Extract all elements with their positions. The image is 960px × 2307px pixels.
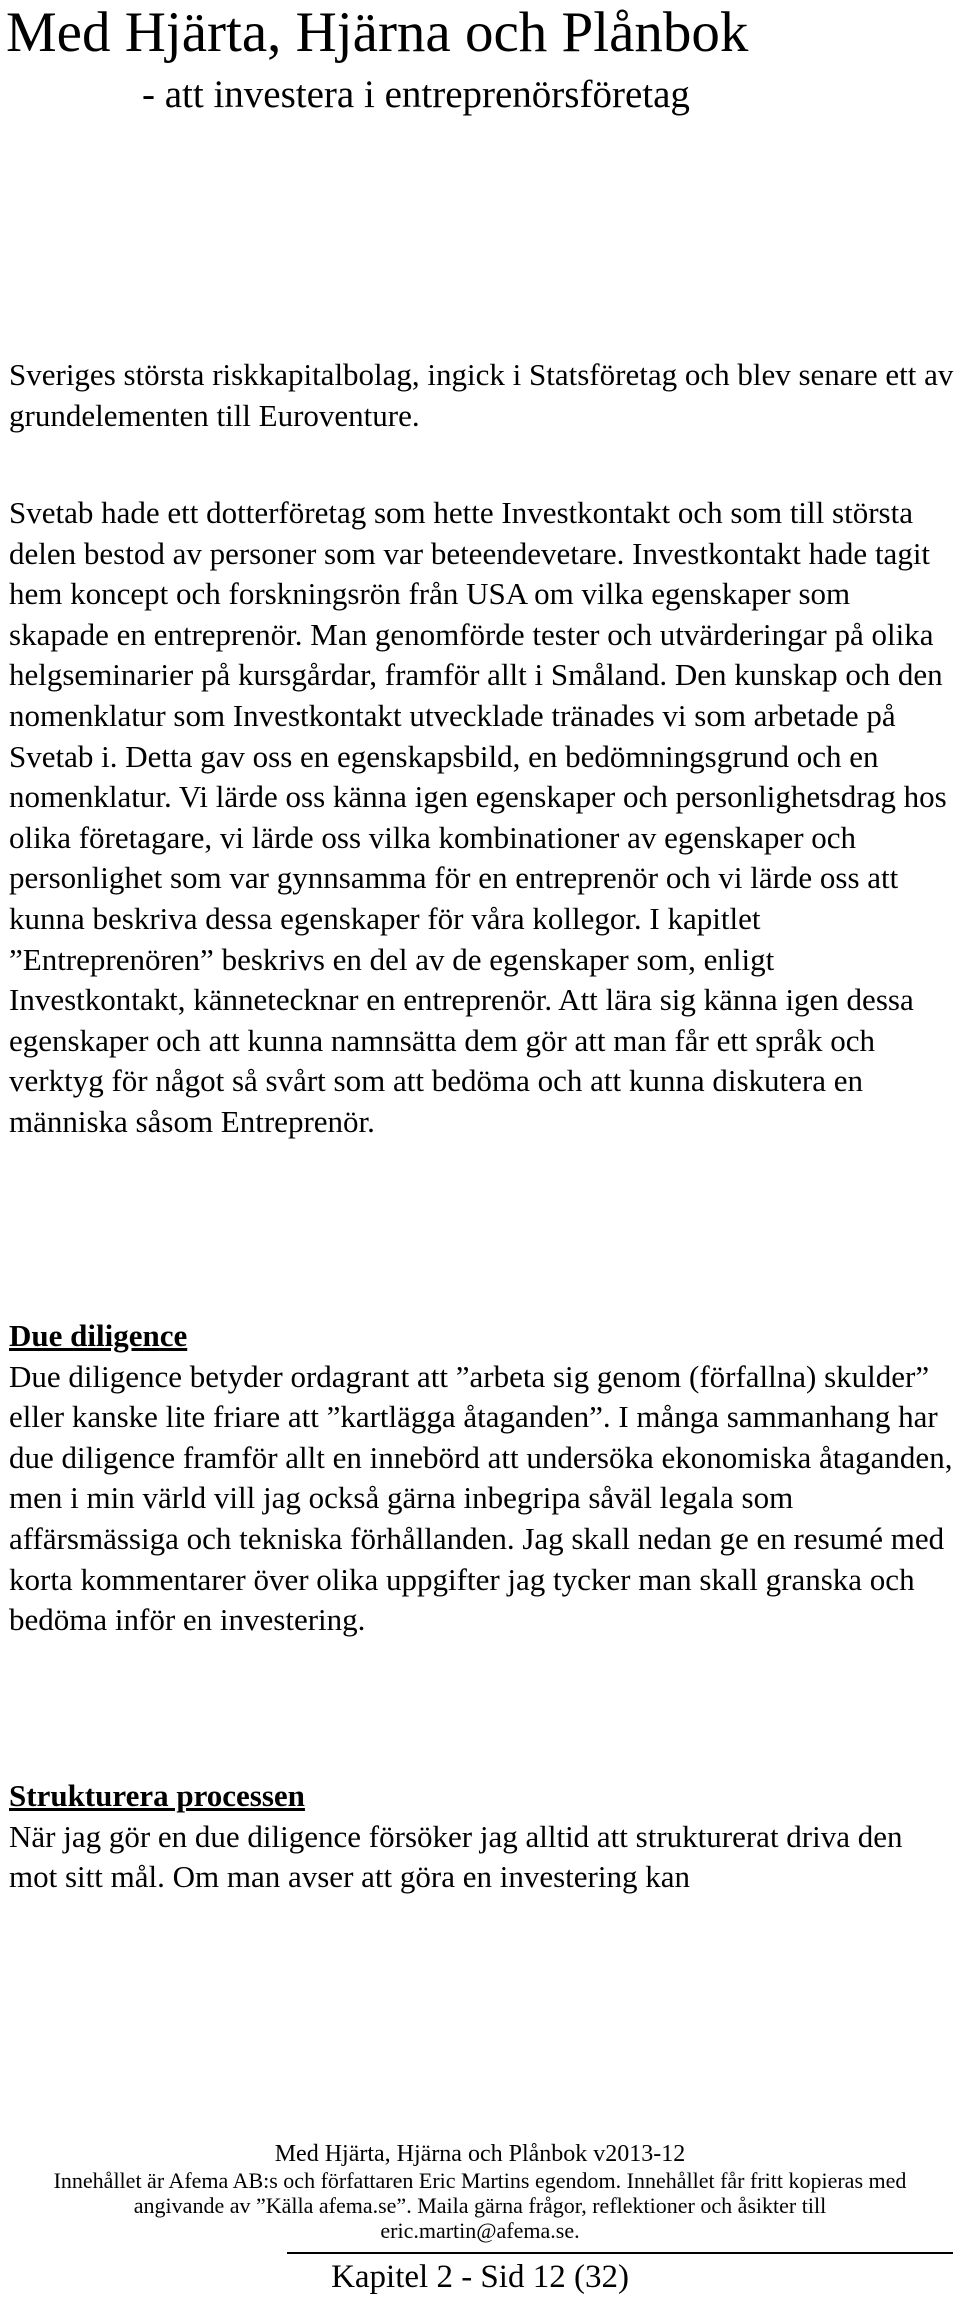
section-due-diligence bbox=[9, 1316, 957, 1641]
page-number: Kapitel 2 - Sid 12 (32) bbox=[331, 2259, 629, 2295]
intro-paragraph-block bbox=[9, 355, 957, 436]
document-subtitle: - att investera i entreprenörsföretag bbox=[142, 73, 690, 116]
page-footer bbox=[0, 2140, 960, 2243]
section-text-due-diligence: Due diligence betyder ordagrant att ”arbeta sig genom (förfallna) skulder” eller kanske lite friare att ”kartlägga åtaganden”. I många sammanhang har due diligence framför allt en innebörd att undersöka ekonomiska åtaganden, men i min värld vill jag också gärna inbegripa såväl legala som affärsmässiga och tekniska förhållanden. Jag skall nedan ge en resumé med korta kommentarer över olika uppgifter jag tycker man skall granska och bedöma inför en investering. bbox=[9, 1358, 953, 1638]
footer-email: eric.martin@afema.se. bbox=[380, 2218, 580, 2243]
footer-copyright-line-2: angivande av ”Källa afema.se”. Maila gärna frågor, reflektioner och åsikter till bbox=[133, 2193, 827, 2218]
section-heading-strukturera-processen: Strukturera processen bbox=[9, 1778, 305, 1813]
footer-divider bbox=[287, 2252, 953, 2254]
section-strukturera-processen bbox=[9, 1776, 957, 1898]
svetab-paragraph: Svetab hade ett dotterföretag som hette Investkontakt och som till största delen bestod av personer som var beteendevetare. Investkontakt hade tagit hem koncept och forskningsrön från USA om vilka egenskaper som skapade en entreprenör. Man genomförde tester och utvärderingar på olika helgseminarier på kursgårdar, framför allt i Småland. Den kunskap och den nomenklatur som Investkontakt utvecklade tränades vi som arbetade på Svetab i. Detta gav oss en egenskapsbild, en bedömningsgrund och en nomenklatur. Vi lärde oss känna igen egenskaper och personlighetsdrag hos olika företagare, vi lärde oss vilka kombinationer av egenskaper och personlighet som var gynnsamma för en entreprenör och vi lärde oss att kunna beskriva dessa egenskaper för våra kollegor. I kapitlet ”Entreprenören” beskrivs en del av de egenskaper som, enligt Investkontakt, kännetecknar en entreprenör. Att lära sig känna igen dessa egenskaper och att kunna namnsätta dem gör att man får ett språk och verktyg för något så svårt som att bedöma och att kunna diskutera en människa såsom Entreprenör. bbox=[9, 495, 947, 1139]
intro-paragraph: Sveriges största riskkapitalbolag, ingick i Statsföretag och blev senare ett av grundelementen till Euroventure. bbox=[9, 357, 954, 433]
footer-copyright-line-1: Innehållet är Afema AB:s och författaren Eric Martins egendom. Innehållet får fritt kopieras med bbox=[53, 2168, 907, 2193]
section-text-strukturera-processen: När jag gör en due diligence försöker jag alltid att strukturerat driva den mot sitt mål. Om man avser att göra en investering kan bbox=[9, 1818, 903, 1895]
svetab-paragraph-block bbox=[9, 493, 957, 1143]
section-heading-due-diligence: Due diligence bbox=[9, 1318, 188, 1353]
footer-version: Med Hjärta, Hjärna och Plånbok v2013-12 bbox=[274, 2141, 686, 2167]
document-title: Med Hjärta, Hjärna och Plånbok bbox=[6, 1, 749, 64]
